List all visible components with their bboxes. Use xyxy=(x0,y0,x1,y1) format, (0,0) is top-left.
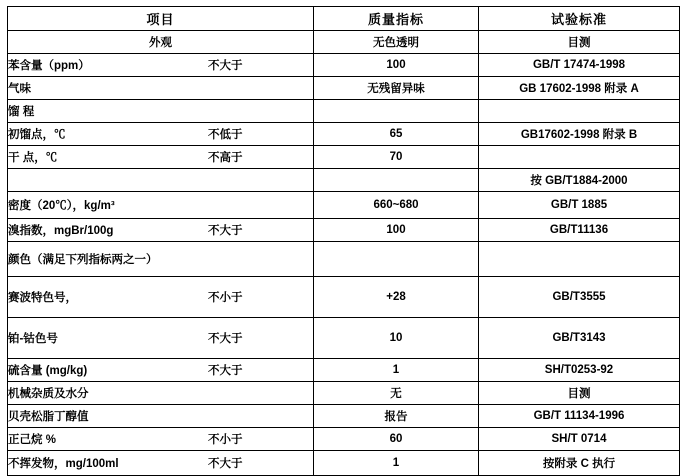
table-row xyxy=(8,54,680,77)
cell-spec: 10 xyxy=(314,318,479,359)
cell-standard: 目测 xyxy=(479,382,680,405)
item-label: 颜色（满足下列指标两之一） xyxy=(8,254,158,266)
column-header-item: 项目 xyxy=(8,7,314,31)
item-qualifier: 不大于 xyxy=(208,333,243,345)
table-row xyxy=(8,146,680,169)
cell-item xyxy=(8,123,314,146)
cell-item xyxy=(8,100,314,123)
cell-standard: GB/T3555 xyxy=(479,277,680,318)
cell-spec: 100 xyxy=(314,54,479,77)
item-label: 不挥发物，mg/100ml xyxy=(8,458,119,470)
cell-spec xyxy=(314,169,479,192)
table-row xyxy=(8,192,680,219)
cell-standard: SH/T0253-92 xyxy=(479,359,680,382)
cell-spec: 100 xyxy=(314,219,479,242)
cell-spec: 报告 xyxy=(314,405,479,428)
cell-standard xyxy=(479,146,680,169)
cell-standard: GB/T11136 xyxy=(479,219,680,242)
item-label: 溴指数，mgBr/100g xyxy=(8,225,114,237)
table-row xyxy=(8,31,680,54)
item-label: 密度（20℃），kg/m³ xyxy=(8,200,115,212)
item-qualifier: 不低于 xyxy=(208,129,243,141)
table-row xyxy=(8,451,680,476)
cell-item xyxy=(8,54,314,77)
item-label: 机械杂质及水分 xyxy=(8,388,89,400)
item-label: 馏 程 xyxy=(8,106,35,118)
item-label: 外观 xyxy=(149,37,172,49)
cell-spec: 70 xyxy=(314,146,479,169)
item-label: 初馏点，℃ xyxy=(8,129,66,141)
cell-item xyxy=(8,382,314,405)
column-header-standard: 试验标准 xyxy=(479,7,680,31)
item-qualifier: 不大于 xyxy=(208,365,243,377)
table-row xyxy=(8,359,680,382)
cell-spec: 65 xyxy=(314,123,479,146)
column-header-spec: 质量指标 xyxy=(314,7,479,31)
item-qualifier: 不大于 xyxy=(208,225,243,237)
cell-item xyxy=(8,219,314,242)
item-label: 干 点，℃ xyxy=(8,152,58,164)
cell-item xyxy=(8,146,314,169)
cell-standard: 按附录 C 执行 xyxy=(479,451,680,476)
item-qualifier: 不小于 xyxy=(208,434,243,446)
cell-spec xyxy=(314,100,479,123)
cell-spec: 无残留异味 xyxy=(314,77,479,100)
item-label: 硫含量 (mg/kg) xyxy=(8,365,88,377)
cell-item xyxy=(8,359,314,382)
item-label: 贝壳松脂丁醇值 xyxy=(8,411,89,423)
cell-spec: 660~680 xyxy=(314,192,479,219)
cell-item xyxy=(8,277,314,318)
cell-standard: 目测 xyxy=(479,31,680,54)
cell-item xyxy=(8,77,314,100)
cell-spec: 无色透明 xyxy=(314,31,479,54)
item-label: 铂-钴色号 xyxy=(8,333,58,345)
item-label: 赛波特色号， xyxy=(8,292,77,304)
cell-spec: 1 xyxy=(314,451,479,476)
cell-standard: GB17602-1998 附录 B xyxy=(479,123,680,146)
cell-item xyxy=(8,428,314,451)
cell-spec: 1 xyxy=(314,359,479,382)
table-row xyxy=(8,242,680,277)
table-row xyxy=(8,169,680,192)
cell-standard xyxy=(479,242,680,277)
table-row xyxy=(8,405,680,428)
table-row xyxy=(8,428,680,451)
cell-spec: 无 xyxy=(314,382,479,405)
item-label: 苯含量（ppm） xyxy=(8,60,90,72)
cell-standard: 按 GB/T1884-2000 xyxy=(479,169,680,192)
table-row xyxy=(8,219,680,242)
cell-item xyxy=(8,318,314,359)
cell-standard: GB/T 1885 xyxy=(479,192,680,219)
item-qualifier: 不大于 xyxy=(208,458,243,470)
table-header-row xyxy=(8,7,680,31)
cell-spec: +28 xyxy=(314,277,479,318)
cell-spec: 60 xyxy=(314,428,479,451)
cell-standard: GB/T 17474-1998 xyxy=(479,54,680,77)
cell-item xyxy=(8,192,314,219)
table-row xyxy=(8,277,680,318)
table-body xyxy=(8,31,680,476)
cell-item xyxy=(8,31,314,54)
table-row xyxy=(8,77,680,100)
table-row xyxy=(8,100,680,123)
cell-item xyxy=(8,451,314,476)
cell-item xyxy=(8,169,314,192)
cell-standard: GB/T3143 xyxy=(479,318,680,359)
item-qualifier: 不小于 xyxy=(208,292,243,304)
cell-item xyxy=(8,405,314,428)
table-row xyxy=(8,382,680,405)
cell-standard: GB 17602-1998 附录 A xyxy=(479,77,680,100)
item-qualifier: 不大于 xyxy=(208,60,243,72)
table-row xyxy=(8,318,680,359)
cell-spec xyxy=(314,242,479,277)
cell-standard: GB/T 11134-1996 xyxy=(479,405,680,428)
table-row xyxy=(8,123,680,146)
cell-standard xyxy=(479,100,680,123)
cell-standard: SH/T 0714 xyxy=(479,428,680,451)
item-qualifier: 不高于 xyxy=(208,152,243,164)
item-label: 气味 xyxy=(8,83,31,95)
cell-item xyxy=(8,242,314,277)
specification-table xyxy=(7,6,680,476)
item-label: 正己烷 % xyxy=(8,434,56,446)
